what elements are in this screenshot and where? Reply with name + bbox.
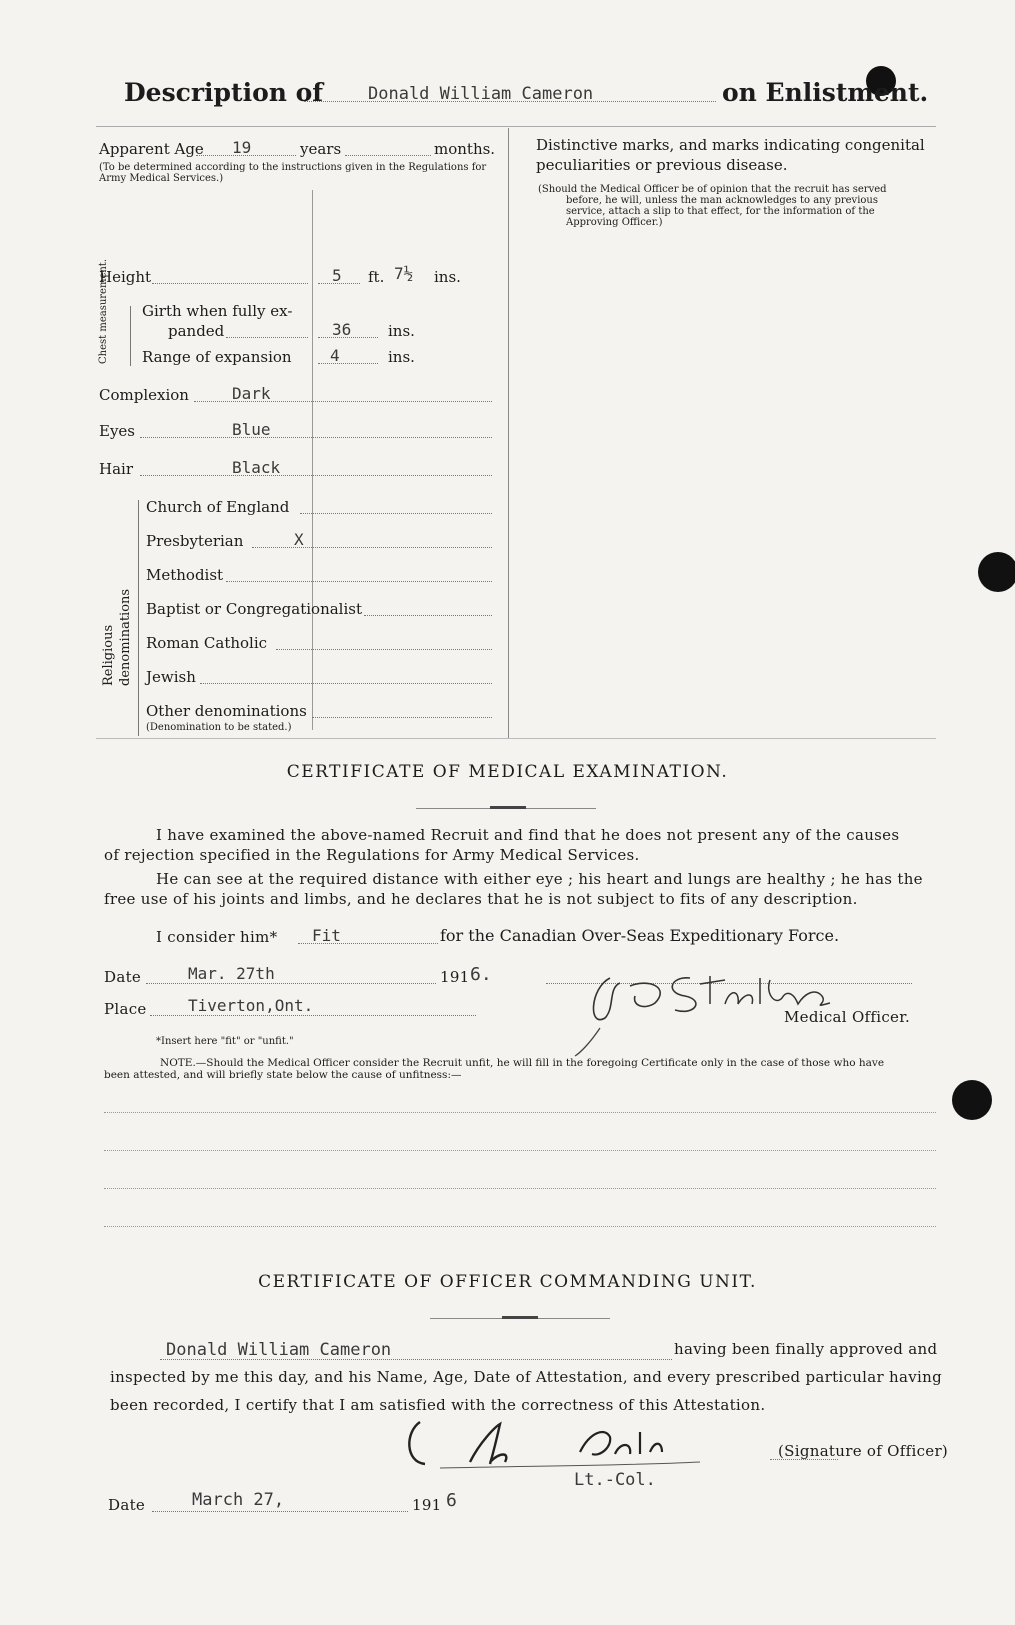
exam-date-label: Date <box>104 968 142 986</box>
other-note: (Denomination to be stated.) <box>146 722 292 733</box>
exam-date-value: Mar. 27th <box>188 964 275 983</box>
religion-methodist: Methodist <box>146 566 224 584</box>
marks-note-1: (Should the Medical Officer be of opinion that the recruit has served <box>538 184 887 195</box>
unfit-note-line2: been attested, and will briefly state below the cause of unfitness:— <box>104 1069 462 1081</box>
range-value: 4 <box>330 346 340 365</box>
marks-note-2: before, he will, unless the man acknowledges to any previous <box>566 195 878 206</box>
complexion-value: Dark <box>232 384 271 403</box>
hair-label: Hair <box>99 460 133 478</box>
religion-other: Other denominations <box>146 702 307 720</box>
religion-roman-catholic: Roman Catholic <box>146 634 268 652</box>
age-note: (To be determined according to the instructions given in the Regulations for Army Medical Services.) <box>99 162 487 184</box>
marks-title-2: peculiarities or previous disease. <box>536 156 788 174</box>
complexion-label: Complexion <box>99 386 189 404</box>
commanding-year-digit: 6 <box>446 1490 457 1511</box>
header-prefix: Description of <box>124 78 324 107</box>
ins-label: ins. <box>434 268 461 286</box>
religion-baptist: Baptist or Congregationalist <box>146 600 362 618</box>
punch-hole-lower <box>952 1080 992 1120</box>
header-suffix: on Enlistment. <box>722 78 929 107</box>
unfit-line-1 <box>104 1112 936 1113</box>
height-in-value: 7½ <box>394 264 414 283</box>
commanding-date-label: Date <box>108 1496 146 1514</box>
girth-unit: ins. <box>388 322 415 340</box>
religion-label: Religious denominations <box>101 588 133 686</box>
medical-title: CERTIFICATE OF MEDICAL EXAMINATION. <box>286 762 729 782</box>
girth-value: 36 <box>332 320 352 339</box>
hair-value: Black <box>232 458 281 477</box>
exam-place-label: Place <box>104 1000 147 1018</box>
age-label: Apparent Age <box>99 140 204 158</box>
medical-para1-line2: of rejection specified in the Regulations for Army Medical Services. <box>104 846 640 864</box>
religion-presbyterian: Presbyterian <box>146 532 244 550</box>
exam-year-prefix: 191 <box>440 968 470 986</box>
unfit-line-4 <box>104 1226 936 1227</box>
consider-label: I consider him* <box>156 928 278 946</box>
age-value: 19 <box>232 138 252 157</box>
religion-church-of-england: Church of England <box>146 498 290 516</box>
medical-officer-signature <box>560 948 880 1058</box>
range-unit: ins. <box>388 348 415 366</box>
medical-officer-label: Medical Officer. <box>784 1008 911 1026</box>
medical-para2-line2: free use of his joints and limbs, and he declares that he is not subject to fits of any description. <box>104 890 858 908</box>
officer-signature-label: (Signature of Officer) <box>778 1442 949 1460</box>
commanding-year-prefix: 191 <box>412 1496 442 1514</box>
consider-suffix: for the Canadian Over-Seas Expeditionary Force. <box>440 926 840 945</box>
height-ft-value: 5 <box>332 266 342 285</box>
commanding-recruit-name: Donald William Cameron <box>166 1340 392 1360</box>
eyes-value: Blue <box>232 420 271 439</box>
unfit-line-2 <box>104 1150 936 1151</box>
commanding-officer-signature <box>400 1412 740 1472</box>
recruit-name: Donald William Cameron <box>368 84 594 104</box>
unfit-note-line1: NOTE.—Should the Medical Officer consider the Recruit unfit, he will fill in the foregoing Certificate only in the case of those who have <box>160 1057 885 1069</box>
commanding-line1-suffix: having been finally approved and <box>674 1340 938 1358</box>
months-label: months. <box>434 140 496 158</box>
chest-label: Chest measurement. <box>98 258 109 364</box>
eyes-label: Eyes <box>99 422 135 440</box>
religion-jewish: Jewish <box>146 668 196 686</box>
commanding-line3: been recorded, I certify that I am satisfied with the correctness of this Attestation. <box>110 1396 766 1414</box>
ft-label: ft. <box>368 268 385 286</box>
girth-label-1: Girth when fully ex- <box>142 302 293 320</box>
marks-title-1: Distinctive marks, and marks indicating congenital <box>536 136 925 154</box>
range-label: Range of expansion <box>142 348 292 366</box>
officer-rank: Lt.-Col. <box>574 1470 656 1490</box>
years-label: years <box>300 140 342 158</box>
fitness-value: Fit <box>312 926 341 945</box>
unfit-line-3 <box>104 1188 936 1189</box>
height-label: Height <box>99 268 152 286</box>
medical-para1-line1: I have examined the above-named Recruit and find that he does not present any of the causes <box>156 826 900 844</box>
marks-note-3: service, attach a slip to that effect, for the information of the <box>566 206 875 217</box>
marks-note-4: Approving Officer.) <box>566 217 663 228</box>
punch-hole-middle <box>978 552 1015 592</box>
commanding-title: CERTIFICATE OF OFFICER COMMANDING UNIT. <box>258 1272 757 1292</box>
presbyterian-mark: X <box>294 530 304 549</box>
insert-note: *Insert here "fit" or "unfit." <box>156 1036 294 1047</box>
medical-para2-line1: He can see at the required distance with either eye ; his heart and lungs are healthy ; he has the <box>156 870 923 888</box>
exam-place-value: Tiverton,Ont. <box>188 996 314 1015</box>
commanding-line2: inspected by me this day, and his Name, Age, Date of Attestation, and every prescribed particular having <box>110 1368 942 1386</box>
girth-label-2: panded <box>168 322 225 340</box>
commanding-date-value: March 27, <box>192 1490 285 1510</box>
exam-year-digit: 6. <box>470 964 492 985</box>
